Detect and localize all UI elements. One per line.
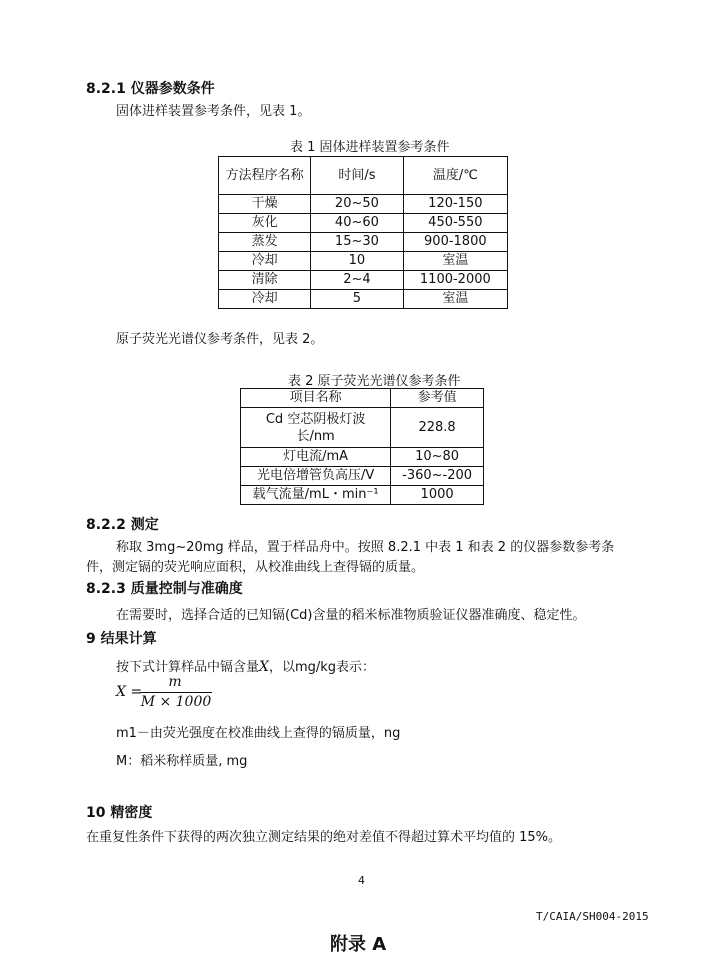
table-2: [240, 388, 484, 505]
table-row: [219, 252, 508, 271]
afs-intro-text: 原子荧光光谱仪参考条件，见表 2。: [116, 332, 324, 347]
formula-def-m1: m1－由荧光强度在校准曲线上查得的镉质量，ng: [116, 726, 401, 741]
table-cell: -360~-200: [391, 467, 484, 486]
table-cell: 20~50: [311, 195, 404, 214]
table-row: [241, 486, 484, 505]
table-row: [219, 271, 508, 290]
table-row: [219, 195, 508, 214]
table-cell: 载气流量/mL・min⁻¹: [241, 486, 391, 505]
table-cell: 2~4: [311, 271, 404, 290]
table-cell: 10: [311, 252, 404, 271]
table-row: [219, 233, 508, 252]
table-cell: 5: [311, 290, 404, 309]
formula-numerator: m: [168, 674, 182, 690]
table-1-header-temp: 温度/℃: [403, 157, 507, 195]
table-cell: 灰化: [219, 214, 311, 233]
table-cell: 1100-2000: [403, 271, 507, 290]
table-cell: Cd 空芯阴极灯波长/nm: [241, 408, 391, 448]
table-cell: 10~80: [391, 448, 484, 467]
table-cell: 120-150: [403, 195, 507, 214]
section-8-2-3-text: 在需要时，选择合适的已知镉(Cd)含量的稻米标准物质验证仪器准确度、稳定性。: [116, 608, 586, 623]
section-10-heading: 10 精密度: [86, 805, 153, 821]
table-1-caption: 表 1 固体进样装置参考条件: [290, 140, 450, 155]
section-9-intro: [116, 656, 375, 675]
table-cell: 清除: [219, 271, 311, 290]
table-cell: 1000: [391, 486, 484, 505]
table-cell: 40~60: [311, 214, 404, 233]
formula-fraction: [140, 674, 212, 714]
formula-bar: [140, 692, 212, 693]
document-code: T/CAIA/SH004-2015: [536, 910, 649, 923]
table-cell: 冷却: [219, 290, 311, 309]
table-cell: 228.8: [391, 408, 484, 448]
section-10-text: 在重复性条件下获得的两次独立测定结果的绝对差值不得超过算术平均值的 15%。: [86, 830, 562, 845]
table-1-header-method: 方法程序名称: [219, 157, 311, 195]
table-row: [219, 290, 508, 309]
section-8-2-1-text: 固体进样装置参考条件，见表 1。: [116, 104, 311, 119]
section-8-2-3-heading: 8.2.3 质量控制与准确度: [86, 581, 243, 597]
section-8-2-1-heading: 8.2.1 仪器参数条件: [86, 81, 215, 97]
table-cell: 光电倍增管负高压/V: [241, 467, 391, 486]
appendix-heading: 附录 A: [330, 934, 387, 955]
table-row: [241, 448, 484, 467]
table-cell: 蒸发: [219, 233, 311, 252]
page-number: 4: [358, 874, 365, 887]
section-8-2-2-heading: 8.2.2 测定: [86, 517, 159, 533]
formula-variable: X: [259, 659, 269, 675]
section-9-intro-b: ，以mg/kg表示：: [268, 660, 376, 675]
section-8-2-2-text-line1: 称取 3mg~20mg 样品，置于样品舟中。按照 8.2.1 中表 1 和表 2 的仪器参数参考条: [116, 540, 615, 555]
table-cell: 450-550: [403, 214, 507, 233]
table-cell: 冷却: [219, 252, 311, 271]
table-row: [241, 467, 484, 486]
table-row: [241, 408, 484, 448]
table-cell: 干燥: [219, 195, 311, 214]
table-1-header-time: 时间/s: [311, 157, 404, 195]
table-1: [218, 156, 508, 309]
table-cell: 灯电流/mA: [241, 448, 391, 467]
table-row: [219, 214, 508, 233]
table-cell: 室温: [403, 290, 507, 309]
section-9-heading: 9 结果计算: [86, 631, 157, 647]
table-cell: 室温: [403, 252, 507, 271]
table-2-header-value: 参考值: [391, 389, 484, 408]
section-9-intro-a: 按下式计算样品中镉含量: [116, 660, 260, 675]
table-cell: 15~30: [311, 233, 404, 252]
table-2-header-item: 项目名称: [241, 389, 391, 408]
table-2-caption: 表 2 原子荧光光谱仪参考条件: [288, 374, 461, 389]
formula-def-M: M：稻米称样质量, mg: [116, 754, 248, 769]
table-cell: 900-1800: [403, 233, 507, 252]
section-8-2-2-text-line2: 件，测定镉的荧光响应面积，从校准曲线上查得镉的质量。: [86, 560, 425, 575]
formula-denominator: M × 1000: [140, 694, 212, 710]
formula-lhs: X =: [116, 684, 143, 700]
